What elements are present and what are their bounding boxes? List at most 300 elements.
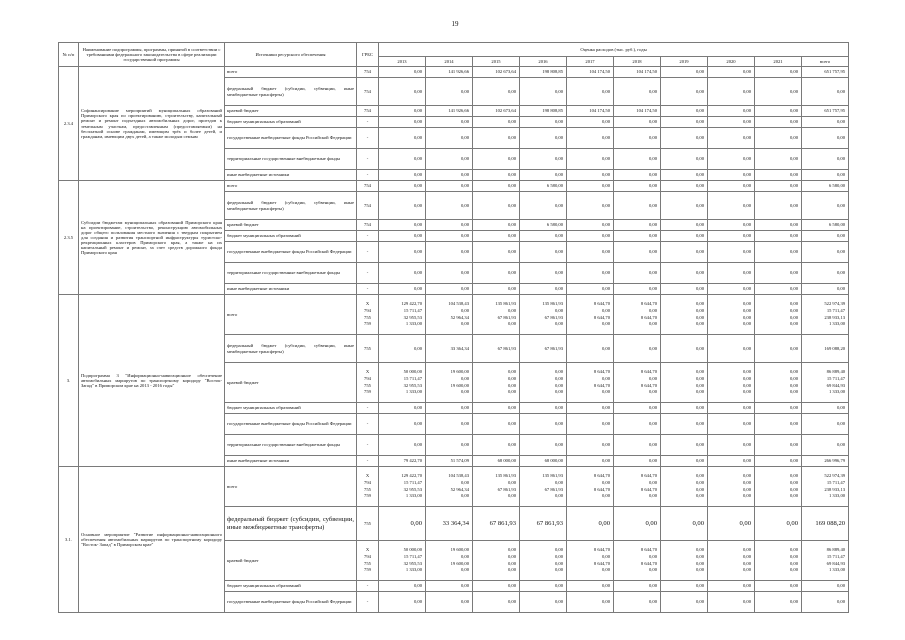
- value-cell: 0,00: [379, 435, 426, 456]
- value-cell: 68 000,00: [473, 456, 520, 467]
- grbs-cell: -: [357, 435, 379, 456]
- value-cell: 0,00: [567, 242, 614, 263]
- value-cell: 0,00: [426, 284, 473, 295]
- table-header: [59, 43, 849, 67]
- grbs-cell: -: [357, 581, 379, 592]
- value-cell: 135 861,93 0,00 67 861,93 0,00: [520, 467, 567, 507]
- value-cell: 0,00 0,00 0,00 0,00: [708, 541, 755, 581]
- value-cell: 0,00 0,00 0,00 0,00: [755, 467, 802, 507]
- row-number: 3.1.: [59, 467, 79, 613]
- value-cell: 0,00: [473, 403, 520, 414]
- value-cell: 0,00: [755, 128, 802, 149]
- value-cell: 0,00: [520, 117, 567, 128]
- grbs-cell: -: [357, 170, 379, 181]
- value-cell: 0,00: [520, 149, 567, 170]
- header-year: 2013: [379, 57, 426, 67]
- value-cell: 0,00: [379, 414, 426, 435]
- value-cell: 0,00: [661, 67, 708, 78]
- value-cell: 0,00: [614, 149, 661, 170]
- value-cell: 0,00: [755, 414, 802, 435]
- value-cell: 0,00: [661, 192, 708, 220]
- value-cell: 0,00: [755, 170, 802, 181]
- page-number: 19: [451, 20, 459, 28]
- value-cell: 0,00: [614, 117, 661, 128]
- source-cell: территориальные государственные внебюджетные фонды: [225, 263, 357, 284]
- row-title: Подпрограмма 3 "Информационно-навигационное обеспечение автомобильных маршрутов по транспортному коридору "Восток- Запад" в Приморском крае на 2013 - 2016 годы": [79, 295, 225, 467]
- value-cell: 0,00: [473, 220, 520, 231]
- grbs-cell: -: [357, 231, 379, 242]
- value-cell: 102 673,64: [473, 106, 520, 117]
- value-cell: 0,00: [755, 592, 802, 613]
- value-cell: 0,00: [567, 181, 614, 192]
- value-cell: 0,00: [661, 117, 708, 128]
- value-cell: 0,00: [520, 414, 567, 435]
- value-cell: 0,00: [473, 192, 520, 220]
- table-row: [59, 295, 849, 335]
- value-cell: 0,00: [379, 128, 426, 149]
- value-cell: 104 538,43 0,00 52 964,34 0,00: [426, 467, 473, 507]
- value-cell: 68 000,00: [520, 456, 567, 467]
- grbs-cell: 754: [357, 220, 379, 231]
- source-cell: краевой бюджет: [225, 541, 357, 581]
- source-cell: федеральный бюджет (субсидии, субвенции, иные межбюджетные трансферты): [225, 78, 357, 106]
- value-cell: 0,00: [802, 128, 849, 149]
- value-cell: 0,00: [473, 231, 520, 242]
- value-cell: 0,00: [614, 78, 661, 106]
- value-cell: 50 000,00 15 711,47 32 955,53 1 333,00: [379, 363, 426, 403]
- value-cell: 0,00: [661, 284, 708, 295]
- value-cell: 0,00: [520, 263, 567, 284]
- value-cell: 0,00: [426, 181, 473, 192]
- source-cell: иные внебюджетные источники: [225, 456, 357, 467]
- value-cell: 198 808,85: [520, 67, 567, 78]
- source-cell: всего: [225, 181, 357, 192]
- value-cell: 0,00: [614, 128, 661, 149]
- value-cell: 0,00: [802, 263, 849, 284]
- value-cell: 0,00: [567, 456, 614, 467]
- value-cell: 0,00: [473, 414, 520, 435]
- value-cell: 0,00: [755, 335, 802, 363]
- value-cell: 198 808,85: [520, 106, 567, 117]
- source-cell: государственные внебюджетные фонды Российской Федерации: [225, 414, 357, 435]
- value-cell: 0,00: [567, 149, 614, 170]
- value-cell: 0,00: [614, 231, 661, 242]
- header-year: 2020: [708, 57, 755, 67]
- value-cell: 0,00: [708, 507, 755, 541]
- grbs-cell: 754: [357, 106, 379, 117]
- value-cell: 0,00: [755, 220, 802, 231]
- value-cell: 0,00: [708, 335, 755, 363]
- table-row: [59, 467, 849, 507]
- value-cell: 0,00: [473, 149, 520, 170]
- row-number: 2.3.5: [59, 181, 79, 295]
- value-cell: 0,00: [379, 581, 426, 592]
- value-cell: 129 422,70 15 711,47 32 955,53 1 333,00: [379, 295, 426, 335]
- value-cell: 0,00: [520, 128, 567, 149]
- value-cell: 0,00: [755, 78, 802, 106]
- source-cell: иные внебюджетные источники: [225, 170, 357, 181]
- value-cell: 0,00: [661, 106, 708, 117]
- value-cell: 6 580,00: [520, 220, 567, 231]
- value-cell: 0,00: [661, 507, 708, 541]
- table-row: [59, 67, 849, 78]
- value-cell: 0,00: [708, 414, 755, 435]
- value-cell: 0,00: [802, 242, 849, 263]
- value-cell: 0,00: [426, 242, 473, 263]
- value-cell: 0,00: [708, 242, 755, 263]
- value-cell: 0,00: [473, 78, 520, 106]
- value-cell: 0,00: [473, 242, 520, 263]
- value-cell: 104 174,50: [614, 106, 661, 117]
- value-cell: 0,00: [661, 181, 708, 192]
- header-source: Источники ресурсного обеспечения: [225, 43, 357, 67]
- value-cell: 0,00 0,00 0,00 0,00: [755, 541, 802, 581]
- value-cell: 102 673,64: [473, 67, 520, 78]
- source-cell: иные внебюджетные источники: [225, 284, 357, 295]
- value-cell: 0,00: [661, 335, 708, 363]
- value-cell: 0,00: [755, 106, 802, 117]
- grbs-cell: -: [357, 149, 379, 170]
- value-cell: 0,00: [520, 192, 567, 220]
- value-cell: 0,00: [614, 181, 661, 192]
- value-cell: 522 974,39 15 711,47 238 933,13 1 333,00: [802, 467, 849, 507]
- value-cell: 0,00: [708, 181, 755, 192]
- value-cell: 6 580,00: [802, 220, 849, 231]
- value-cell: 6 580,00: [802, 181, 849, 192]
- funding-table: [58, 42, 849, 613]
- value-cell: 0,00: [755, 242, 802, 263]
- value-cell: 651 757,95: [802, 67, 849, 78]
- value-cell: 67 861,93: [473, 507, 520, 541]
- source-cell: краевой бюджет: [225, 363, 357, 403]
- header-year: 2021: [755, 57, 802, 67]
- source-cell: бюджет муниципальных образований: [225, 403, 357, 414]
- value-cell: 0,00: [426, 170, 473, 181]
- value-cell: 0,00: [661, 220, 708, 231]
- value-cell: 0,00: [473, 435, 520, 456]
- grbs-cell: 754: [357, 181, 379, 192]
- value-cell: 0,00: [473, 581, 520, 592]
- source-cell: государственные внебюджетные фонды Российской Федерации: [225, 592, 357, 613]
- grbs-cell: -: [357, 403, 379, 414]
- value-cell: 0,00: [426, 581, 473, 592]
- value-cell: 0,00: [708, 117, 755, 128]
- value-cell: 0,00: [802, 284, 849, 295]
- value-cell: 0,00: [661, 149, 708, 170]
- value-cell: 0,00: [755, 581, 802, 592]
- value-cell: 0,00: [567, 414, 614, 435]
- header-year: 2018: [614, 57, 661, 67]
- value-cell: 0,00: [708, 149, 755, 170]
- grbs-cell: 754: [357, 192, 379, 220]
- value-cell: 0,00: [520, 592, 567, 613]
- value-cell: 0,00: [802, 414, 849, 435]
- source-cell: территориальные государственные внебюджетные фонды: [225, 149, 357, 170]
- header-year: всего: [802, 57, 849, 67]
- value-cell: 0,00: [802, 592, 849, 613]
- value-cell: 0,00: [708, 231, 755, 242]
- value-cell: 0,00: [567, 403, 614, 414]
- source-cell: федеральный бюджет (субсидии, субвенции, иные межбюджетные трансферты): [225, 192, 357, 220]
- value-cell: 0,00: [520, 403, 567, 414]
- value-cell: 0,00: [614, 592, 661, 613]
- value-cell: 0,00: [473, 592, 520, 613]
- value-cell: 0,00 0,00 0,00 0,00: [708, 295, 755, 335]
- value-cell: 0,00: [567, 284, 614, 295]
- value-cell: 0,00: [661, 242, 708, 263]
- value-cell: 0,00 0,00 0,00 0,00: [661, 541, 708, 581]
- table-body: [59, 67, 849, 613]
- header-year: 2014: [426, 57, 473, 67]
- value-cell: 0,00: [379, 592, 426, 613]
- value-cell: 0,00: [520, 78, 567, 106]
- value-cell: 522 974,39 15 711,47 238 933,13 1 333,00: [802, 295, 849, 335]
- value-cell: 0,00: [802, 231, 849, 242]
- value-cell: 0,00: [614, 435, 661, 456]
- grbs-cell: -: [357, 128, 379, 149]
- value-cell: 0,00: [379, 117, 426, 128]
- header-year: 2017: [567, 57, 614, 67]
- value-cell: 0,00: [614, 414, 661, 435]
- value-cell: 0,00: [661, 414, 708, 435]
- value-cell: 8 644,70 0,00 8 644,70 0,00: [614, 295, 661, 335]
- value-cell: 104 538,43 0,00 52 964,34 0,00: [426, 295, 473, 335]
- value-cell: 0,00: [755, 507, 802, 541]
- value-cell: 0,00: [614, 284, 661, 295]
- value-cell: 0,00: [567, 78, 614, 106]
- grbs-cell: -: [357, 284, 379, 295]
- value-cell: 0,00: [708, 192, 755, 220]
- value-cell: 0,00: [708, 284, 755, 295]
- grbs-cell: 754: [357, 78, 379, 106]
- value-cell: 0,00: [426, 78, 473, 106]
- value-cell: 0,00: [614, 263, 661, 284]
- row-title: Основное мероприятие "Развитие информационно-навигационного обеспечения автомобильных маршрутов по транспортному коридору "Восток- Запад" в Приморском крае": [79, 467, 225, 613]
- value-cell: 8 644,70 0,00 8 644,70 0,00: [567, 541, 614, 581]
- grbs-cell: X 794 755 759: [357, 363, 379, 403]
- value-cell: 0,00: [802, 78, 849, 106]
- header-grbs: ГРБС: [357, 43, 379, 67]
- row-title: Субсидии бюджетам муниципальных образований Приморского края на проектирование, строительство, реконструкцию автомобильных дорог общего пользования местного значения с твердым покрытием для создания и развития транспортной инфраструктуры туристско-рекреационных кластеров Приморского края, а также на их капитальный ремонт и ремонт, за счет средств дорожного фонда Приморского края: [79, 181, 225, 295]
- value-cell: 33 364,34: [426, 335, 473, 363]
- value-cell: 8 644,70 0,00 8 644,70 0,00: [567, 295, 614, 335]
- value-cell: 0,00: [567, 170, 614, 181]
- table-row: [59, 181, 849, 192]
- value-cell: 0,00: [567, 231, 614, 242]
- value-cell: 0,00: [567, 581, 614, 592]
- value-cell: 0,00: [426, 220, 473, 231]
- value-cell: 0,00: [426, 128, 473, 149]
- value-cell: 0,00: [802, 170, 849, 181]
- value-cell: 0,00: [708, 106, 755, 117]
- value-cell: 0,00: [473, 128, 520, 149]
- value-cell: 169 088,20: [802, 335, 849, 363]
- value-cell: 135 861,93 0,00 67 861,93 0,00: [520, 295, 567, 335]
- value-cell: 266 996,79: [802, 456, 849, 467]
- value-cell: 0,00 0,00 0,00 0,00: [520, 363, 567, 403]
- grbs-cell: -: [357, 456, 379, 467]
- value-cell: 0,00: [661, 170, 708, 181]
- value-cell: 0,00: [755, 403, 802, 414]
- header-num: № п/п: [59, 43, 79, 67]
- value-cell: 50 000,00 15 711,47 32 955,53 1 333,00: [379, 541, 426, 581]
- source-cell: государственные внебюджетные фонды Российской Федерации: [225, 128, 357, 149]
- source-cell: краевой бюджет: [225, 220, 357, 231]
- value-cell: 0,00: [379, 284, 426, 295]
- value-cell: 0,00: [567, 263, 614, 284]
- value-cell: 0,00: [426, 592, 473, 613]
- value-cell: 8 644,70 0,00 8 644,70 0,00: [567, 467, 614, 507]
- value-cell: 0,00: [755, 284, 802, 295]
- value-cell: 0,00: [520, 170, 567, 181]
- value-cell: 0,00: [755, 263, 802, 284]
- source-cell: бюджет муниципальных образований: [225, 581, 357, 592]
- grbs-cell: -: [357, 592, 379, 613]
- value-cell: 0,00: [661, 581, 708, 592]
- value-cell: 0,00: [473, 263, 520, 284]
- source-cell: федеральный бюджет (субсидии, субвенции, иные межбюджетные трансферты): [225, 507, 357, 541]
- source-cell: всего: [225, 295, 357, 335]
- value-cell: 0,00: [379, 507, 426, 541]
- value-cell: 0,00: [379, 170, 426, 181]
- value-cell: 141 926,66: [426, 106, 473, 117]
- value-cell: 0,00 0,00 0,00 0,00: [473, 541, 520, 581]
- value-cell: 0,00: [426, 403, 473, 414]
- value-cell: 8 644,70 0,00 8 644,70 0,00: [567, 363, 614, 403]
- value-cell: 8 644,70 0,00 8 644,70 0,00: [614, 467, 661, 507]
- value-cell: 0,00: [614, 403, 661, 414]
- value-cell: 0,00: [755, 117, 802, 128]
- grbs-cell: -: [357, 117, 379, 128]
- value-cell: 0,00: [379, 181, 426, 192]
- value-cell: 104 174,50: [567, 106, 614, 117]
- value-cell: 0,00: [379, 192, 426, 220]
- value-cell: 0,00: [567, 192, 614, 220]
- value-cell: 0,00: [379, 220, 426, 231]
- value-cell: 86 889,40 15 711,47 69 844,93 1 333,00: [802, 541, 849, 581]
- value-cell: 0,00: [473, 117, 520, 128]
- value-cell: 0,00: [614, 220, 661, 231]
- value-cell: 0,00: [473, 284, 520, 295]
- value-cell: 0,00: [379, 78, 426, 106]
- grbs-cell: X 794 755 759: [357, 295, 379, 335]
- value-cell: 141 926,66: [426, 67, 473, 78]
- value-cell: 8 644,70 0,00 8 644,70 0,00: [614, 363, 661, 403]
- source-cell: территориальные государственные внебюджетные фонды: [225, 435, 357, 456]
- value-cell: 0,00: [661, 231, 708, 242]
- value-cell: 135 861,93 0,00 67 861,93 0,00: [473, 467, 520, 507]
- value-cell: 19 600,00 0,00 19 600,00 0,00: [426, 541, 473, 581]
- value-cell: 0,00: [520, 435, 567, 456]
- value-cell: 67 861,93: [473, 335, 520, 363]
- grbs-cell: -: [357, 263, 379, 284]
- value-cell: 0,00: [379, 106, 426, 117]
- value-cell: 0,00 0,00 0,00 0,00: [661, 467, 708, 507]
- value-cell: 33 364,34: [426, 507, 473, 541]
- value-cell: 19 600,00 0,00 19 600,00 0,00: [426, 363, 473, 403]
- grbs-cell: 754: [357, 67, 379, 78]
- grbs-cell: 755: [357, 507, 379, 541]
- grbs-cell: X 794 755 759: [357, 467, 379, 507]
- value-cell: 0,00 0,00 0,00 0,00: [708, 363, 755, 403]
- value-cell: 0,00: [567, 507, 614, 541]
- value-cell: 0,00: [614, 170, 661, 181]
- value-cell: 0,00: [708, 78, 755, 106]
- value-cell: 67 861,93: [520, 335, 567, 363]
- header-year: 2016: [520, 57, 567, 67]
- source-cell: федеральный бюджет (субсидии, субвенции, иные межбюджетные трансферты): [225, 335, 357, 363]
- value-cell: 0,00: [708, 263, 755, 284]
- value-cell: 0,00: [567, 128, 614, 149]
- value-cell: 104 174,50: [567, 67, 614, 78]
- header-name: Наименование подпрограммы, программы, принятой в соответствии с требованиями федерального законодательства в сфере реализации государственной программы: [79, 43, 225, 67]
- value-cell: 0,00: [520, 231, 567, 242]
- value-cell: 0,00 0,00 0,00 0,00: [755, 363, 802, 403]
- value-cell: 169 088,20: [802, 507, 849, 541]
- value-cell: 0,00: [708, 403, 755, 414]
- value-cell: 0,00: [661, 78, 708, 106]
- value-cell: 0,00 0,00 0,00 0,00: [661, 295, 708, 335]
- value-cell: 0,00: [426, 263, 473, 284]
- grbs-cell: -: [357, 414, 379, 435]
- value-cell: 0,00: [426, 435, 473, 456]
- value-cell: 0,00: [379, 149, 426, 170]
- value-cell: 0,00: [802, 149, 849, 170]
- value-cell: 0,00: [802, 581, 849, 592]
- value-cell: 0,00: [426, 192, 473, 220]
- value-cell: 0,00: [614, 192, 661, 220]
- value-cell: 0,00: [708, 220, 755, 231]
- source-cell: всего: [225, 67, 357, 78]
- value-cell: 0,00 0,00 0,00 0,00: [473, 363, 520, 403]
- value-cell: 0,00: [473, 181, 520, 192]
- value-cell: 0,00: [661, 263, 708, 284]
- value-cell: 0,00: [426, 117, 473, 128]
- value-cell: 0,00: [755, 192, 802, 220]
- grbs-cell: 755: [357, 335, 379, 363]
- value-cell: 0,00: [614, 242, 661, 263]
- row-number: 2.3.4: [59, 67, 79, 181]
- value-cell: 129 422,70 15 711,47 32 955,53 1 333,00: [379, 467, 426, 507]
- value-cell: 0,00 0,00 0,00 0,00: [708, 467, 755, 507]
- source-cell: краевой бюджет: [225, 106, 357, 117]
- value-cell: 0,00 0,00 0,00 0,00: [661, 363, 708, 403]
- value-cell: 0,00: [661, 592, 708, 613]
- value-cell: 0,00: [708, 592, 755, 613]
- value-cell: 0,00: [426, 231, 473, 242]
- value-cell: 0,00: [755, 456, 802, 467]
- value-cell: 0,00: [755, 67, 802, 78]
- value-cell: 0,00: [379, 242, 426, 263]
- value-cell: 6 580,00: [520, 181, 567, 192]
- value-cell: 8 644,70 0,00 8 644,70 0,00: [614, 541, 661, 581]
- value-cell: 0,00: [755, 435, 802, 456]
- value-cell: 0,00: [567, 117, 614, 128]
- value-cell: 0,00: [614, 456, 661, 467]
- value-cell: 0,00: [473, 170, 520, 181]
- value-cell: 0,00: [708, 435, 755, 456]
- source-cell: государственные внебюджетные фонды Российской Федерации: [225, 242, 357, 263]
- header-year: 2019: [661, 57, 708, 67]
- value-cell: 79 422,70: [379, 456, 426, 467]
- value-cell: 0,00: [802, 192, 849, 220]
- value-cell: 0,00: [661, 435, 708, 456]
- value-cell: 0,00: [661, 456, 708, 467]
- value-cell: 0,00: [379, 403, 426, 414]
- source-cell: бюджет муниципальных образований: [225, 117, 357, 128]
- value-cell: 0,00: [708, 456, 755, 467]
- value-cell: 0,00: [755, 149, 802, 170]
